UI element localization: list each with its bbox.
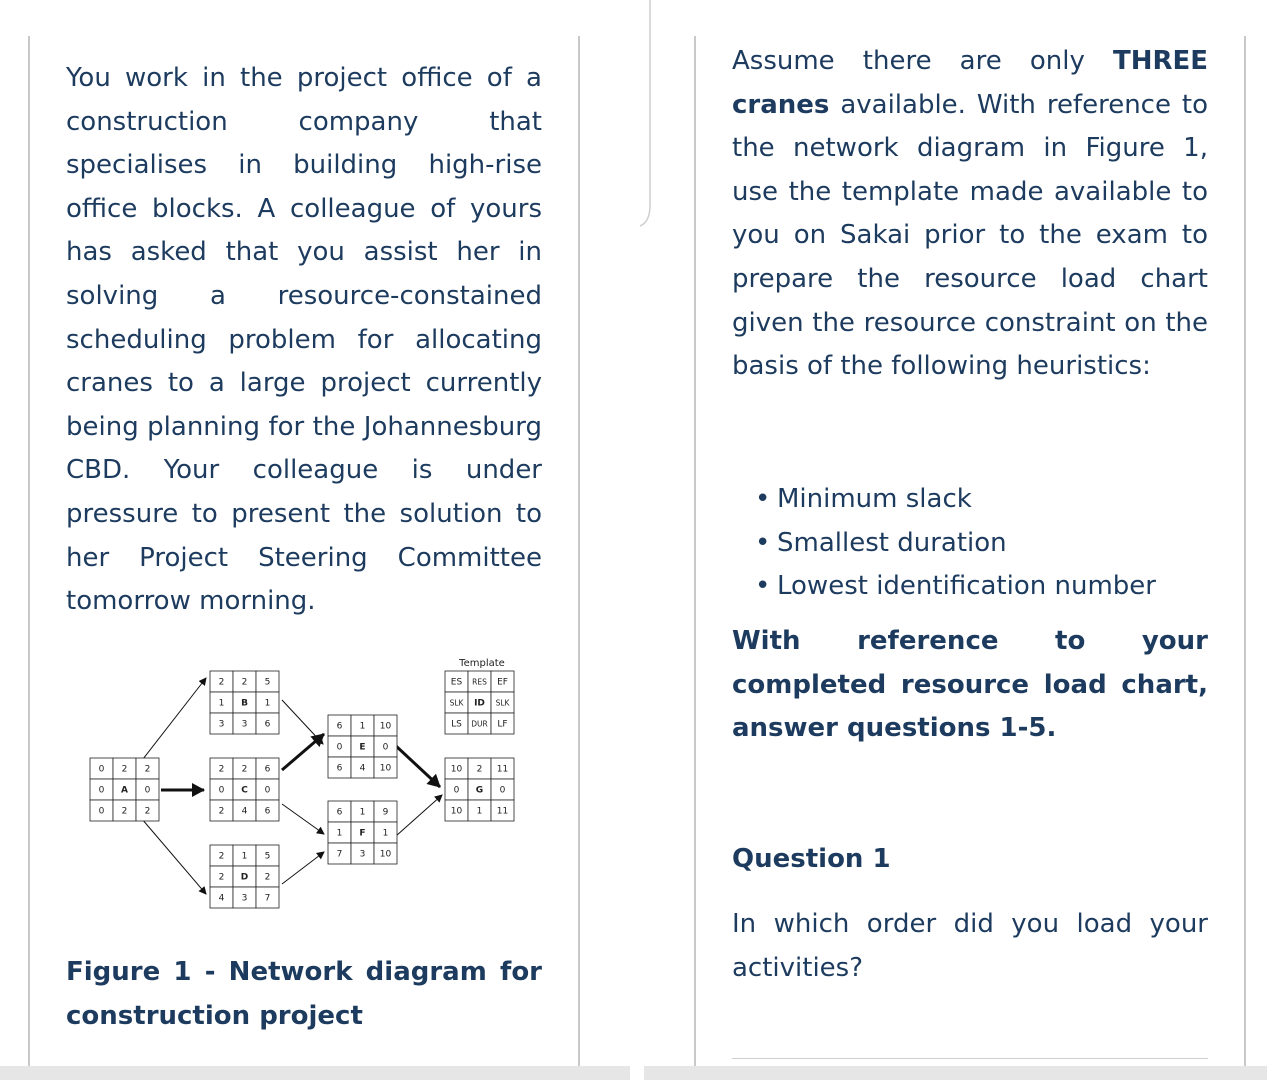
node-cell: 1 — [359, 807, 366, 818]
node-e — [328, 715, 397, 778]
node-cell: 4 — [359, 763, 366, 774]
right-panel-border-right — [1244, 36, 1246, 1068]
figure-caption: Figure 1 - Network diagram for construction project — [66, 957, 542, 1031]
node-cell: 2 — [218, 806, 225, 817]
node-cell: 0 — [98, 785, 105, 796]
node-cell: ID — [474, 698, 485, 709]
left-panel-border-left — [28, 36, 30, 1068]
node-cell: 4 — [241, 806, 248, 817]
node-cell: 9 — [382, 807, 389, 818]
node-cell: 4 — [218, 893, 225, 904]
left-bottom-bar — [0, 1066, 630, 1080]
node-cell: 2 — [264, 872, 271, 883]
node-cell: 5 — [264, 677, 271, 688]
question-1-title: Question 1 — [732, 844, 891, 874]
right-bottom-bar — [644, 1066, 1267, 1080]
node-cell: 1 — [336, 828, 343, 839]
node-cell: SLK — [449, 698, 464, 708]
node-cell: 0 — [98, 764, 105, 775]
right-panel-border-left — [694, 36, 696, 1068]
node-cell: 2 — [144, 764, 151, 775]
node-cell: 2 — [241, 677, 248, 688]
node-cell: 2 — [476, 764, 483, 775]
node-cell: 3 — [241, 893, 248, 904]
intro-paragraph: You work in the project office of a construction company that specialises in building high-rise office blocks. A colleague of yours has asked that you assist her in solving a resource-constained scheduling problem for allocating cranes to a large project currently being planning for the Johannesburg CBD. Your colleague is under pressure to present the solution to her Project Steering Committee tomorrow morning. — [66, 63, 542, 617]
node-cell: 2 — [218, 764, 225, 775]
heuristics-list — [755, 478, 1156, 609]
node-d — [210, 845, 279, 908]
heuristic-item: • Smallest duration — [755, 522, 1156, 566]
node-cell: 1 — [359, 721, 366, 732]
reference-paragraph: With reference to your completed resource load chart, answer questions 1-5. — [732, 626, 1208, 744]
network-diagram — [86, 654, 526, 910]
card-corner-curve — [560, 0, 660, 230]
node-b — [210, 671, 279, 734]
node-cell: ES — [450, 677, 463, 688]
node-cell: D — [240, 872, 249, 883]
node-cell: 1 — [382, 828, 389, 839]
node-cell: 1 — [264, 698, 271, 709]
node-cell: 10 — [379, 721, 392, 732]
node-cell: 6 — [336, 763, 343, 774]
node-cell: 5 — [264, 851, 271, 862]
node-f — [328, 801, 397, 864]
node-cell: 0 — [98, 806, 105, 817]
node-cell: 0 — [144, 785, 151, 796]
node-cell: LF — [497, 719, 508, 730]
node-cell: 2 — [121, 764, 128, 775]
node-cell: 2 — [218, 872, 225, 883]
node-cell: 6 — [264, 719, 271, 730]
node-cell: DUR — [471, 719, 488, 729]
assume-prefix: Assume there are only — [732, 46, 1113, 76]
node-cell: EF — [497, 677, 508, 688]
node-cell: 3 — [359, 849, 366, 860]
node-cell: 3 — [241, 719, 248, 730]
node-cell: 11 — [496, 764, 509, 775]
question-1-text: In which order did you load your activities? — [732, 909, 1208, 983]
node-cell: 2 — [218, 851, 225, 862]
node-cell: 6 — [264, 764, 271, 775]
node-cell: E — [359, 742, 366, 753]
node-c — [210, 758, 279, 821]
node-a — [90, 758, 159, 821]
heuristic-item: • Lowest identification number — [755, 565, 1156, 609]
node-cell: A — [121, 785, 128, 796]
node-cell: C — [241, 785, 248, 796]
node-cell: G — [475, 785, 484, 796]
node-cell: 10 — [379, 849, 392, 860]
divider-line — [732, 1058, 1208, 1059]
node-cell: 2 — [121, 806, 128, 817]
template-label: Template — [459, 658, 505, 669]
node-cell: 1 — [476, 806, 483, 817]
node-cell: RES — [472, 677, 487, 687]
assume-paragraph — [732, 40, 1208, 389]
left-column — [66, 57, 542, 624]
node-cell: 10 — [379, 763, 392, 774]
node-cell: 2 — [218, 677, 225, 688]
node-cell: 7 — [336, 849, 343, 860]
node-cell: 3 — [218, 719, 225, 730]
three-cranes-emphasis: THREE cranes — [732, 46, 1208, 120]
node-cell: 2 — [144, 806, 151, 817]
node-cell: 0 — [218, 785, 225, 796]
node-cell: 0 — [499, 785, 506, 796]
node-cell: LS — [451, 719, 462, 730]
node-cell: 6 — [336, 721, 343, 732]
node-cell: 6 — [336, 807, 343, 818]
node-cell: 2 — [241, 764, 248, 775]
node-cell: B — [241, 698, 248, 709]
heuristic-item: • Minimum slack — [755, 478, 1156, 522]
node-cell: 11 — [496, 806, 509, 817]
node-cell: 7 — [264, 893, 271, 904]
node-cell: 10 — [450, 764, 463, 775]
node-template — [445, 671, 514, 734]
node-cell: 10 — [450, 806, 463, 817]
node-cell: 1 — [241, 851, 248, 862]
node-g — [445, 758, 514, 821]
node-cell: F — [359, 828, 366, 839]
node-cell: 1 — [218, 698, 225, 709]
assume-rest: available. With reference to the network diagram in Figure 1, use the template made available to you on Sakai prior to the exam to prepare the resource load chart given the resource constraint on the basis of the following heuristics: — [732, 89, 1208, 382]
node-cell: 0 — [264, 785, 271, 796]
node-cell: 6 — [264, 806, 271, 817]
node-cell: 0 — [336, 742, 343, 753]
right-column — [732, 40, 1208, 389]
node-cell: 0 — [382, 742, 389, 753]
node-cell: 0 — [453, 785, 460, 796]
node-cell: SLK — [495, 698, 510, 708]
